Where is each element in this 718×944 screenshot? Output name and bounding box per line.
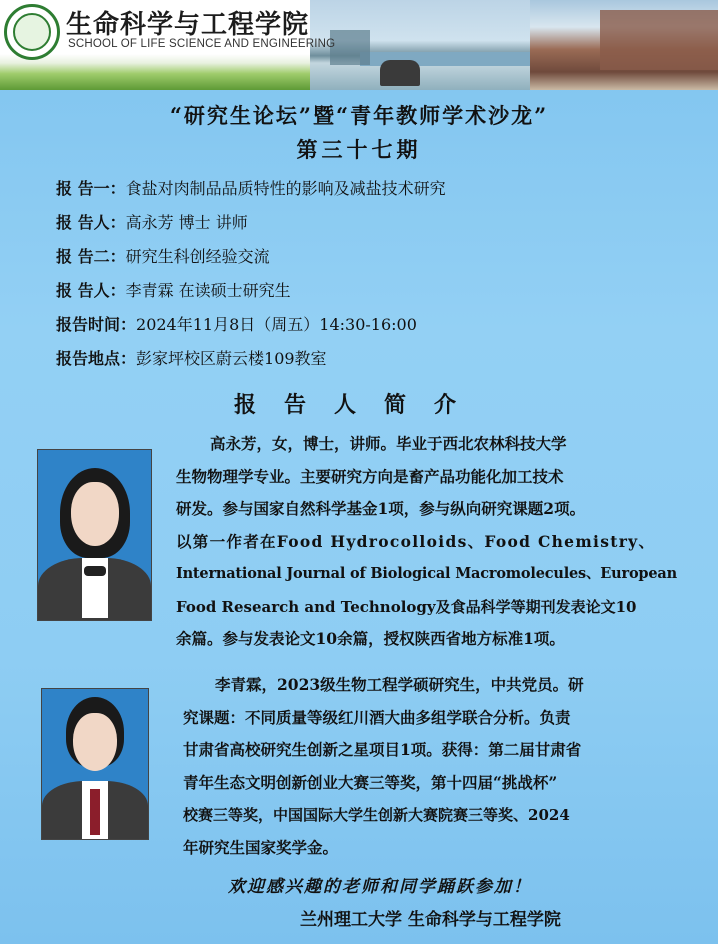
speaker-one-bio — [176, 428, 677, 656]
poster-title: “研究生论坛”暨“青年教师学术沙龙” — [169, 103, 549, 128]
bio-line: 青年生态文明创新创业大赛三等奖，第十四届“挑战杯” — [183, 772, 558, 792]
info-location — [56, 346, 327, 369]
photo-face — [73, 713, 117, 771]
speaker-two-bio — [183, 669, 584, 864]
info-label: 报告时间： — [56, 315, 137, 334]
bio-line: 生物物理学专业。主要研究方向是畜产品功能化加工技术 — [176, 466, 564, 486]
photo-face — [71, 482, 119, 546]
bio-line: 以第一作者在Food Hydrocolloids、Food Chemistry、 — [176, 531, 656, 551]
photo-tie — [90, 789, 100, 835]
brand-chinese-name: 生命科学与工程学院 — [66, 10, 310, 40]
info-value: 2024年11月8日（周五）14:30-16:00 — [136, 315, 417, 334]
banner-building — [600, 10, 718, 70]
info-label: 报告地点： — [56, 349, 137, 368]
info-value: 彭家坪校区蔚云楼109教室 — [136, 349, 327, 368]
bio-line: International Journal of Biological Macromolecules、European — [176, 565, 677, 582]
bio-line: 余篇。参与发表论文10余篇，授权陕西省地方标准1项。 — [176, 629, 565, 648]
info-value: 研究生科创经验交流 — [125, 247, 270, 266]
bio-line: 年研究生国家奖学金。 — [183, 837, 339, 857]
info-time — [56, 312, 417, 335]
info-label: 报 告人： — [56, 281, 126, 300]
info-label: 报 告人： — [56, 213, 126, 232]
info-speaker-one — [56, 210, 248, 233]
info-report-two — [56, 244, 270, 267]
speaker-one-photo — [37, 449, 152, 621]
speaker-two-photo — [41, 688, 149, 840]
bio-line: Food Research and Technology及食品科学等期刊发表论文10 — [176, 597, 637, 616]
brand-english-name: SCHOOL OF LIFE SCIENCE AND ENGINEERING — [68, 38, 336, 50]
bio-line: 究课题：不同质量等级红川酒大曲多组学联合分析。负责 — [183, 707, 571, 727]
bio-line: 校赛三等奖，中国国际大学生创新大赛院赛三等奖、2024 — [183, 806, 570, 824]
photo-bow — [84, 566, 106, 576]
info-value: 食盐对肉制品品质特性的影响及减盐技术研究 — [125, 179, 446, 198]
header-banner — [0, 0, 718, 90]
bio-line: 李青霖，2023级生物工程学硕研究生，中共党员。研 — [215, 675, 584, 694]
info-value: 高永芳 博士 讲师 — [125, 213, 248, 232]
info-report-one — [56, 176, 446, 199]
info-speaker-two — [56, 278, 291, 301]
welcome-message: 欢迎感兴趣的老师和同学踊跃参加！ — [228, 877, 532, 897]
school-seal-icon — [4, 4, 60, 60]
organizer: 兰州理工大学 生命科学与工程学院 — [300, 910, 561, 930]
bio-line: 甘肃省高校研究生创新之星项目1项。获得：第二届甘肃省 — [183, 740, 582, 759]
poster-issue: 第三十七期 — [296, 137, 422, 162]
info-value: 李青霖 在读硕士研究生 — [125, 281, 291, 300]
banner-building-distant — [330, 30, 370, 65]
bio-line: 高永芳，女，博士，讲师。毕业于西北农林科技大学 — [210, 434, 567, 453]
info-label: 报 告二： — [56, 247, 126, 266]
banner-people-silhouette — [380, 60, 420, 86]
bio-line: 研发。参与国家自然科学基金1项，参与纵向研究课题2项。 — [176, 499, 586, 518]
info-label: 报 告一： — [56, 179, 126, 198]
section-title: 报告人简介 — [233, 392, 484, 418]
